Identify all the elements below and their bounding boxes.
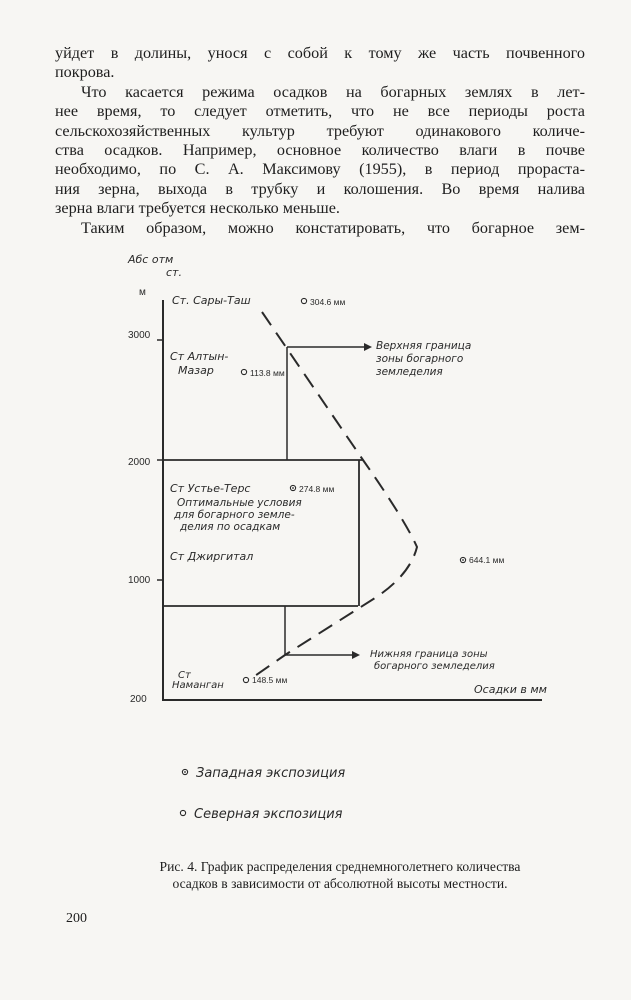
text-line: зерна влаги требуется несколько меньше. — [55, 199, 340, 218]
text-line: Что касается режима осадков на богарных землях в лет- — [81, 82, 585, 101]
optimal-zone-label: для богарного земле- — [174, 509, 295, 521]
data-point-dzhirgital-inner — [462, 559, 464, 561]
legend-north-label: Северная экспозиция — [194, 807, 343, 822]
station-label-sary-tash: Ст. Сары-Таш — [172, 294, 251, 307]
legend-west-marker-inner — [184, 771, 186, 773]
upper-limit-label: земледелия — [376, 366, 443, 378]
value-label-namangan: 148.5 мм — [252, 675, 288, 685]
text-line: ства осадков. Например, основное количество влаги в почве — [55, 141, 585, 160]
text-line: уйдет в долины, унося с собой к тому же часть почвенного — [55, 44, 585, 62]
x-axis-label: Осадки в мм — [474, 683, 547, 696]
upper-limit-arrowhead — [364, 343, 372, 351]
data-point-ustye-ters-inner — [292, 487, 294, 489]
station-label-altyn-mazar: Мазар — [178, 364, 214, 377]
value-label-ustye-ters: 274.8 мм — [299, 484, 335, 494]
data-point-namangan — [243, 677, 248, 682]
lower-limit-label: Нижняя граница зоны — [370, 649, 488, 660]
value-label-altyn-mazar: 113.8 мм — [250, 368, 285, 378]
station-label-dzhirgital: Ст Джиргитал — [170, 550, 254, 563]
figure-caption — [105, 858, 575, 892]
y-axis-title: Абс отм — [128, 253, 174, 266]
page-number: 200 — [66, 911, 87, 926]
y-unit-label: м — [139, 287, 146, 298]
text-line: ния зерна, выхода в трубку и колошения. Во время налива — [55, 179, 585, 198]
station-label-ustye-ters: Ст Устье-Терс — [170, 482, 251, 495]
lower-limit-label: богарного земледелия — [374, 661, 495, 672]
upper-limit-label: Верхняя граница — [376, 340, 472, 352]
data-point-sary-tash — [301, 298, 306, 303]
y-tick-label-200: 200 — [130, 694, 147, 705]
text-line: покрова. — [55, 63, 115, 82]
y-tick-label-3000: 3000 — [128, 330, 151, 341]
y-tick-label-2000: 2000 — [128, 457, 151, 468]
value-label-dzhirgital: 644.1 мм — [469, 555, 505, 565]
optimal-zone-label: делия по осадкам — [180, 521, 281, 533]
legend-west-label: Западная экспозиция — [196, 766, 346, 781]
text-line: Таким образом, можно констатировать, что богарное зем- — [81, 218, 585, 237]
legend-north-marker — [180, 810, 185, 815]
text-line: нее время, то следует отметить, что не все периоды роста — [55, 102, 585, 121]
text-line: сельскохозяйственных культур требуют одинакового количе- — [55, 121, 585, 140]
value-label-sary-tash: 304.6 мм — [310, 297, 346, 307]
y-tick-label-1000: 1000 — [128, 575, 151, 586]
data-point-altyn-mazar — [241, 369, 246, 374]
station-label-namangan: Ст — [178, 670, 191, 681]
optimal-zone-label: Оптимальные условия — [177, 497, 302, 509]
caption-line: Рис. 4. График распределения среднемноголетнего количества — [159, 859, 521, 874]
station-label-namangan: Наманган — [172, 680, 224, 691]
upper-limit-label: зоны богарного — [376, 353, 464, 365]
text-line: необходимо, по С. А. Максимову (1955), в период прораста- — [55, 160, 585, 179]
y-axis-title-unit: ст. — [166, 266, 182, 279]
lower-limit-arrowhead — [352, 651, 360, 659]
station-label-altyn-mazar: Ст Алтын- — [170, 350, 229, 363]
caption-line: осадков в зависимости от абсолютной высоты местности. — [172, 876, 508, 891]
